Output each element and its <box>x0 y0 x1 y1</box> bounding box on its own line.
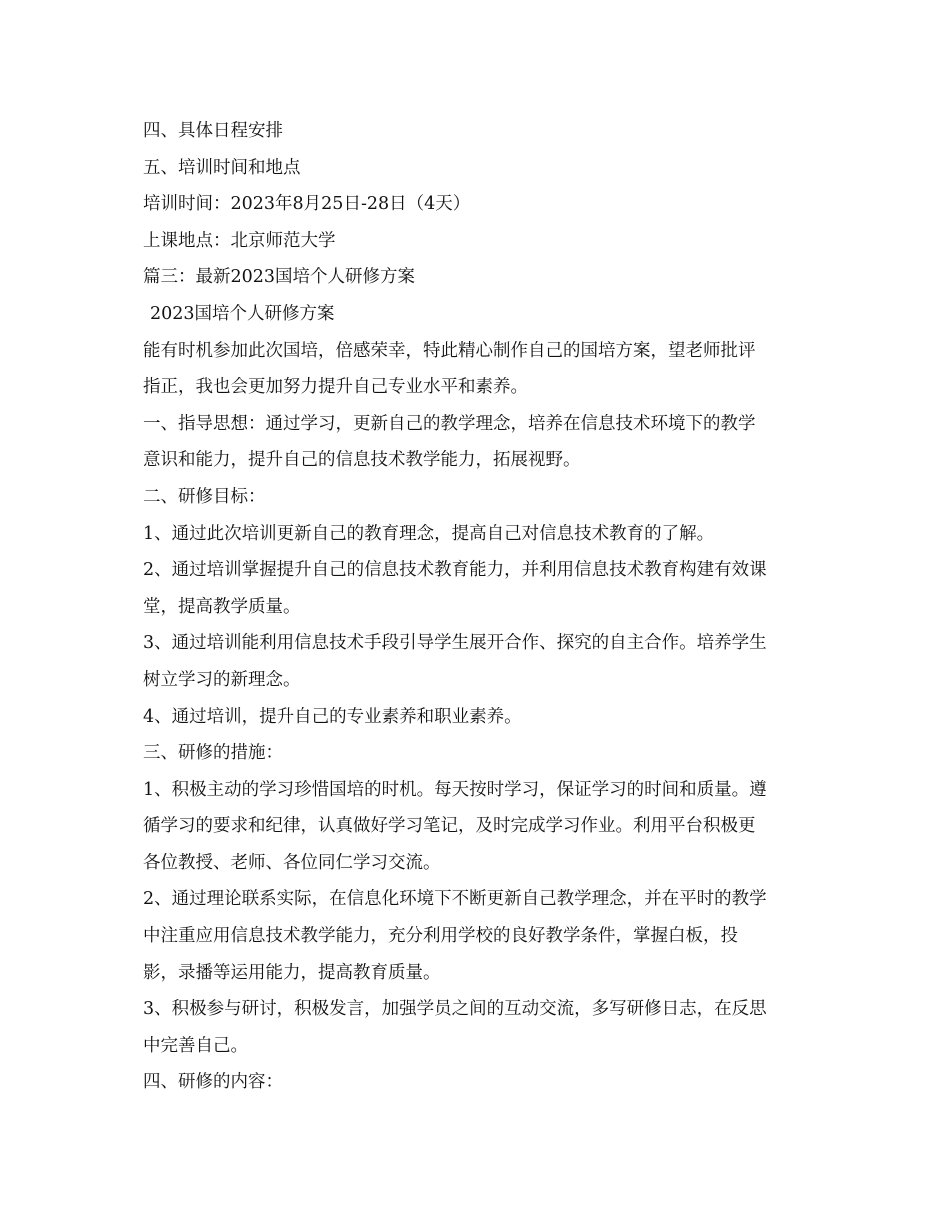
list-item-line: 4、通过培训，提升自己的专业素养和职业素养。 <box>143 706 522 727</box>
section-heading-measures: 三、研修的措施： <box>143 743 283 764</box>
list-item-line: 1、通过此次培训更新自己的教育理念，提高自己对信息技术教育的了解。 <box>143 523 715 544</box>
list-item-line: 中完善自己。 <box>143 1035 248 1056</box>
list-item-line: 中注重应用信息技术教学能力，充分利用学校的良好教学条件，掌握白板，投 <box>143 926 738 947</box>
paragraph-line: 能有时机参加此次国培，倍感荣幸，特此精心制作自己的国培方案，望老师批评 <box>143 340 756 361</box>
document-title: 2023国培个人研修方案 <box>150 303 335 324</box>
paragraph-line: 一、指导思想：通过学习，更新自己的教学理念，培养在信息技术环境下的教学 <box>143 413 756 434</box>
document-body <box>143 113 813 1101</box>
list-item-line: 1、积极主动的学习珍惜国培的时机。每天按时学习，保证学习的时间和质量。遵 <box>143 779 767 800</box>
list-item-line: 各位教授、老师、各位同仁学习交流。 <box>143 852 441 873</box>
list-item-line: 3、积极参与研讨，积极发言，加强学员之间的互动交流，多写研修日志，在反思 <box>143 999 767 1020</box>
paragraph-line: 指正，我也会更加努力提升自己专业水平和素养。 <box>143 377 528 398</box>
section-heading-time-place: 五、培训时间和地点 <box>143 157 301 178</box>
list-item-line: 堂，提高教学质量。 <box>143 596 301 617</box>
section-heading-schedule: 四、具体日程安排 <box>143 121 283 141</box>
section-heading-content: 四、研修的内容： <box>143 1072 283 1093</box>
training-location-line: 上课地点：北京师范大学 <box>143 230 336 251</box>
list-item-line: 影，录播等运用能力，提高教育质量。 <box>143 962 441 983</box>
section-heading-goals: 二、研修目标： <box>143 486 266 507</box>
chapter-heading: 篇三：最新2023国培个人研修方案 <box>143 267 416 288</box>
training-time-line: 培训时间：2023年8月25日-28日（4天） <box>143 194 471 215</box>
list-item-line: 3、通过培训能利用信息技术手段引导学生展开合作、探究的自主合作。培养学生 <box>143 633 767 654</box>
paragraph-line: 意识和能力，提升自己的信息技术教学能力，拓展视野。 <box>143 450 581 471</box>
list-item-line: 2、通过理论联系实际，在信息化环境下不断更新自己教学理念，并在平时的教学 <box>143 889 767 910</box>
list-item-line: 循学习的要求和纪律，认真做好学习笔记，及时完成学习作业。利用平台积极更 <box>143 816 756 837</box>
list-item-line: 树立学习的新理念。 <box>143 669 301 690</box>
list-item-line: 2、通过培训掌握提升自己的信息技术教育能力，并利用信息技术教育构建有效课 <box>143 560 767 581</box>
